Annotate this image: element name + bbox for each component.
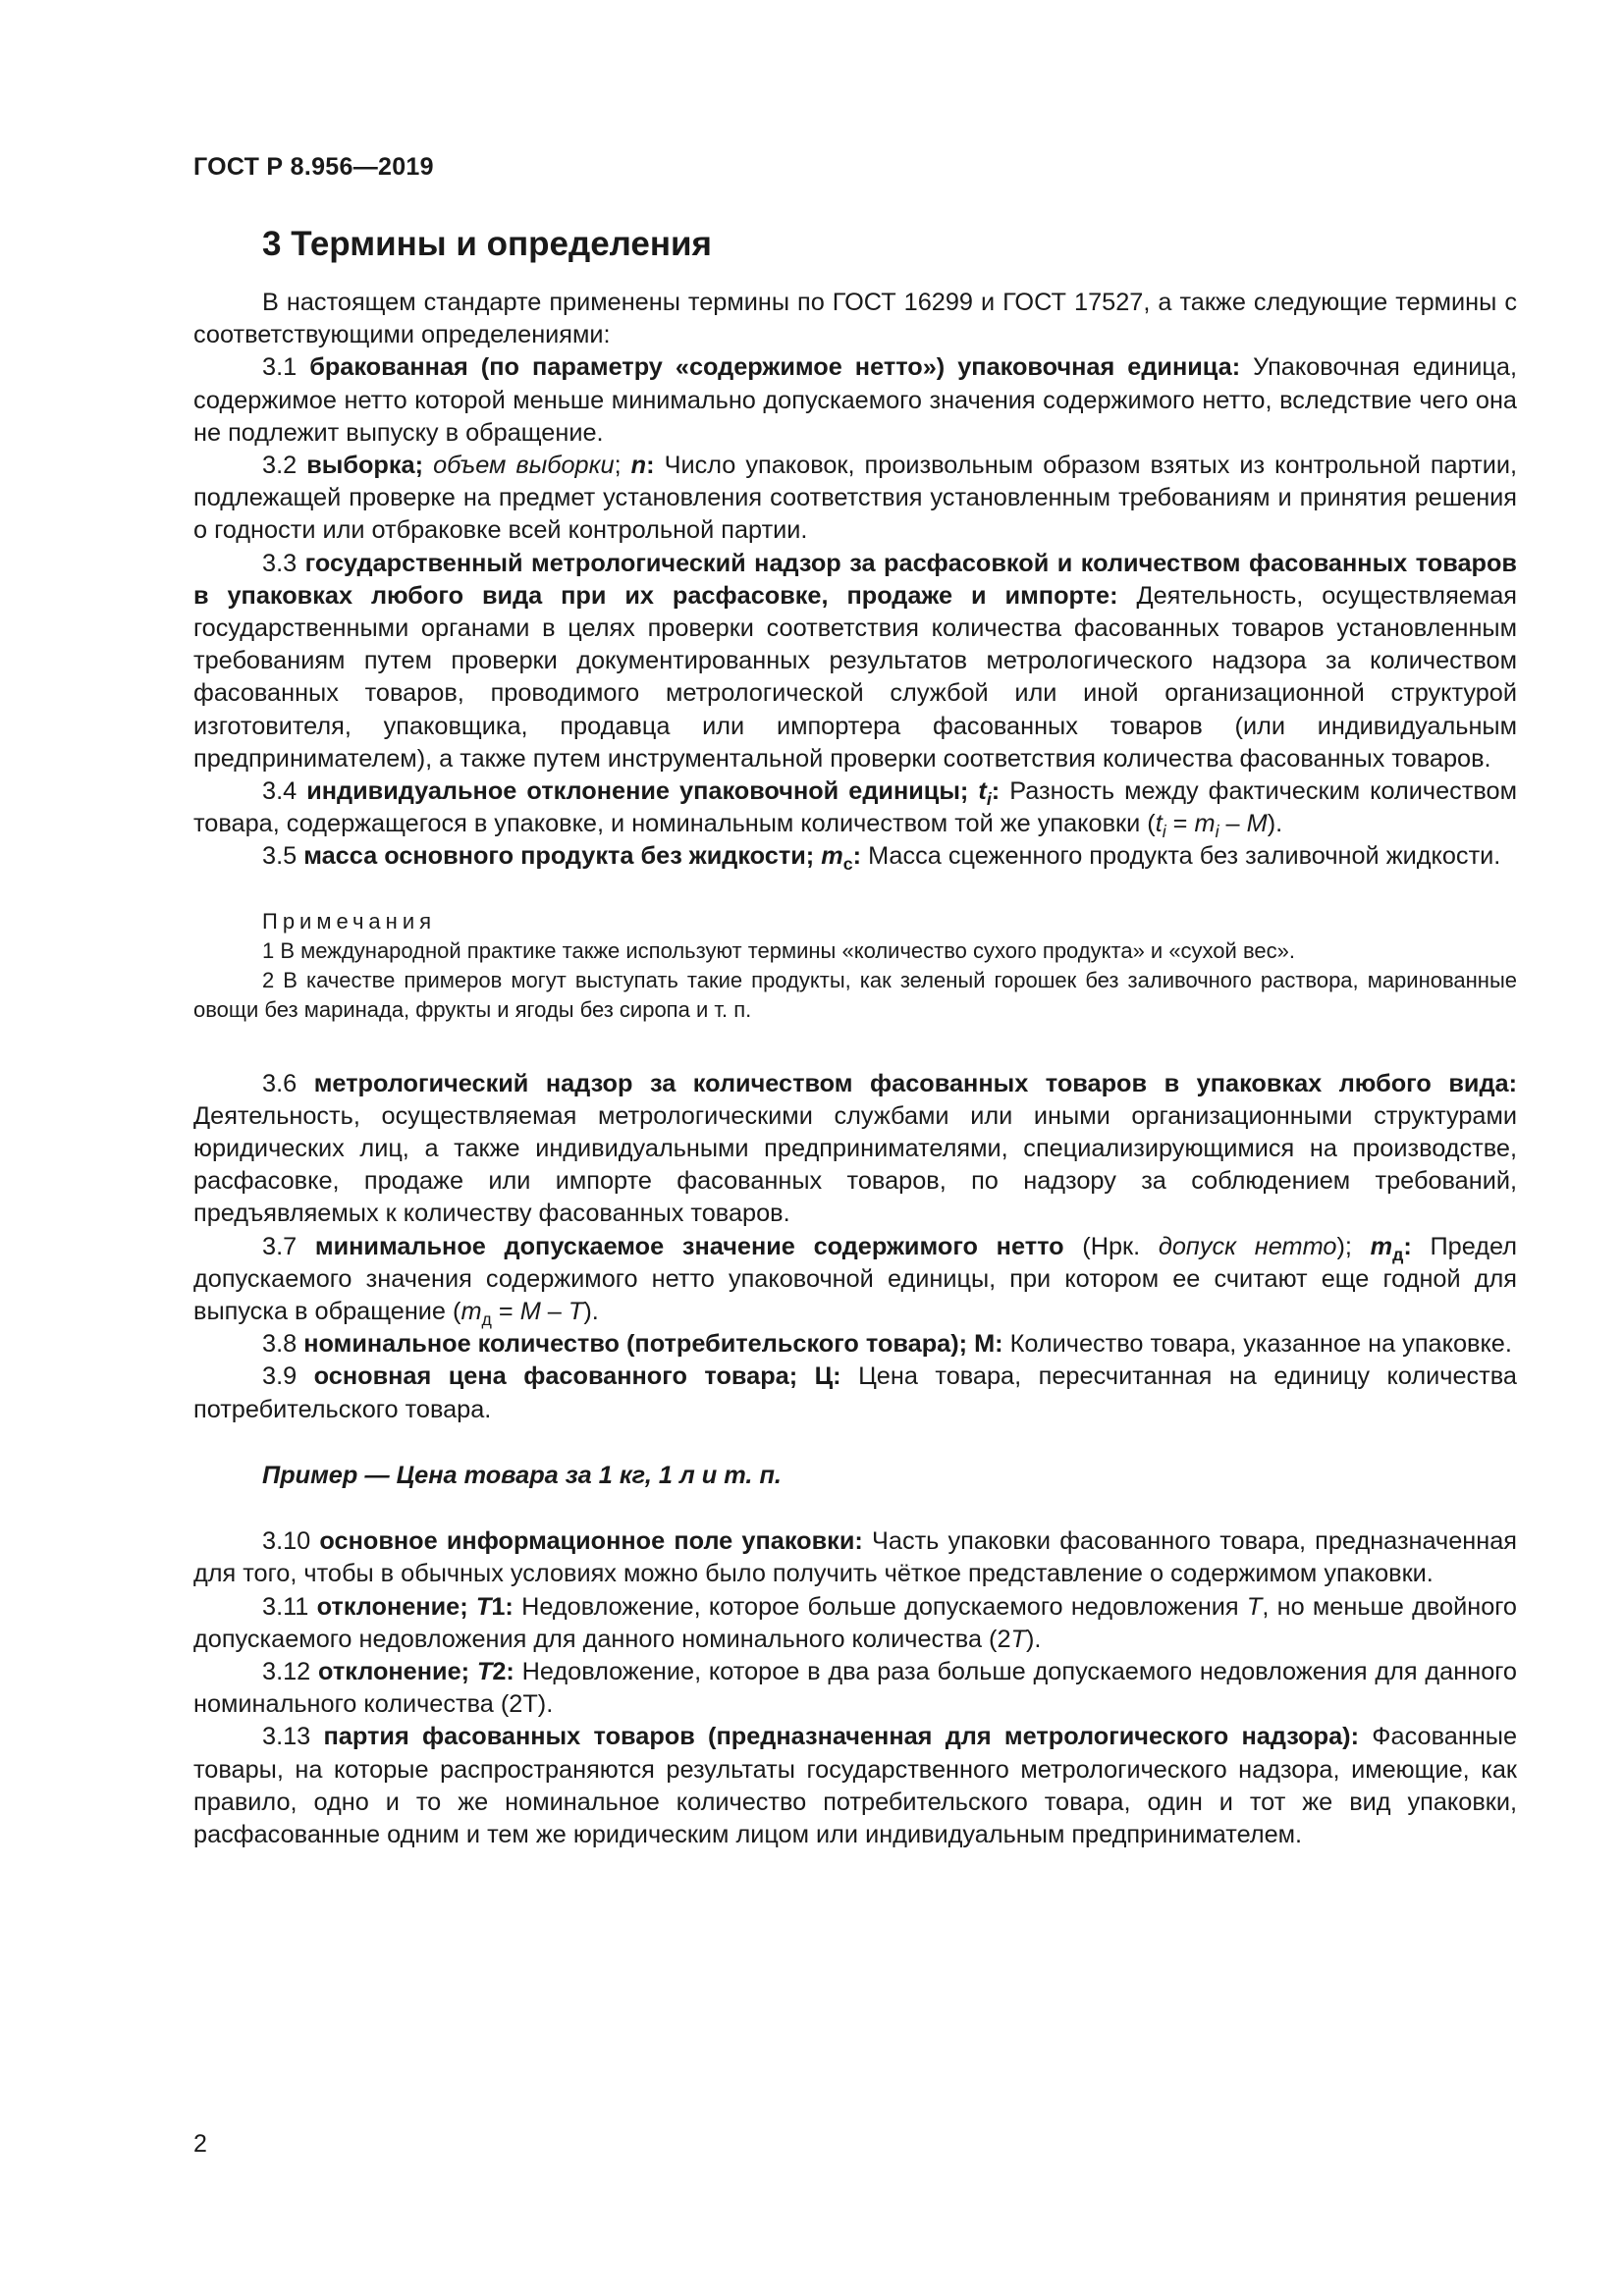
- term-3-2: [193, 450, 1517, 548]
- term-name: отклонение;: [318, 1657, 470, 1685]
- term-definition: Цена товара, пересчитанная на единицу количества потребительского товара.: [193, 1362, 1517, 1423]
- term-name: минимальное допускаемое значение содержимого нетто: [314, 1232, 1064, 1260]
- term-name: номинальное количество (потребительского товара); M:: [303, 1330, 1003, 1359]
- term-3-5: [193, 840, 1517, 873]
- term-number: 3.4: [262, 777, 307, 806]
- term-name: индивидуальное отклонение упаковочной единицы;: [306, 777, 969, 806]
- term-3-11: [193, 1591, 1517, 1656]
- term-name: основное информационное поле упаковки:: [319, 1527, 863, 1556]
- term-name: бракованная (по параметру «содержимое нетто») упаковочная единица:: [309, 353, 1241, 382]
- formula-sub: д: [481, 1309, 492, 1330]
- term-symbol-sub: i: [986, 789, 992, 810]
- term-definition-cont: , но меньше двойного допускаемого недовложения для данного номинального количества (2: [193, 1592, 1517, 1653]
- term-definition: Масса сцеженного продукта без заливочной жидкости.: [861, 842, 1501, 871]
- term-3-3: [193, 548, 1517, 775]
- term-symbol: m: [814, 842, 843, 871]
- formula-minus: –: [1218, 810, 1247, 838]
- term-definition: Предел допускаемого значения содержимого нетто упаковочной единицы, при котором ее считают еще годной для выпуска в обращение (: [193, 1232, 1517, 1326]
- term-number: 3.1: [262, 353, 310, 382]
- term-symbol: t: [968, 777, 987, 806]
- term-number: 3.7: [262, 1232, 315, 1260]
- term-number: 3.2: [262, 452, 307, 480]
- formula-m: m: [460, 1298, 482, 1326]
- note-2: 2 В качестве примеров могут выступать такие продукты, как зеленый горошек без заливочного раствора, маринованные овощи без маринада, фрукты и ягоды без сиропа и т. п.: [193, 967, 1517, 1022]
- formula-eq: =: [1165, 810, 1195, 838]
- term-symbol-sub: д: [1392, 1244, 1404, 1264]
- nrk-term: допуск нетто: [1158, 1232, 1337, 1260]
- nrk-open: (Нрк.: [1063, 1232, 1159, 1260]
- term-3-7: [193, 1231, 1517, 1329]
- term-definition: Упаковочная единица, содержимое нетто которой меньше минимально допускаемого значения содержимого нетто, вследствие чего она не подлежит выпуску в обращение.: [193, 353, 1517, 447]
- formula-eq: =: [491, 1298, 520, 1326]
- formula-end: ).: [583, 1298, 599, 1326]
- term-colon: :: [646, 452, 655, 480]
- term-definition: Недовложение, которое больше допускаемого недовложения: [513, 1592, 1247, 1621]
- symbol-T: T: [1246, 1592, 1263, 1621]
- term-colon: :: [852, 842, 862, 871]
- term-name: масса основного продукта без жидкости;: [303, 842, 815, 871]
- page-number: 2: [193, 2130, 207, 2158]
- term-name: отклонение;: [316, 1592, 468, 1621]
- term-definition: Недовложение, которое в два раза больше допускаемого недовложения для данного номинального количества (2Т).: [193, 1657, 1518, 1719]
- formula-m: m: [1194, 810, 1216, 838]
- term-symbol: n: [630, 452, 647, 480]
- term-name: партия фасованных товаров (предназначенная для метрологического надзора):: [323, 1723, 1359, 1751]
- formula-M: M: [519, 1298, 541, 1326]
- formula-sub: i: [1162, 822, 1166, 842]
- term-3-6: [193, 1068, 1517, 1231]
- term-number: 3.12: [262, 1657, 319, 1685]
- term-name: выборка;: [306, 452, 424, 480]
- term-definition: Деятельность, осуществляемая государственными органами в целях проверки соответствия количества фасованных товаров установленным требованиям путем проверки документированных результатов метрологического надзора за количеством фасованных товаров, проводимого метрологической службой или иной организационной структурой изготовителя, упаковщика, продавца или импортера фасованных товаров (или индивидуальным предпринимателем), а также путем инструментальной проверки соответствия количества фасованных товаров.: [193, 581, 1517, 773]
- term-3-4: [193, 775, 1517, 840]
- term-symbol: T: [469, 1657, 493, 1685]
- term-definition-end: ).: [1026, 1625, 1042, 1653]
- term-name: метрологический надзор за количеством фасованных товаров в упаковках любого вида:: [313, 1069, 1517, 1097]
- formula-M: M: [1246, 810, 1268, 838]
- formula-minus: –: [540, 1298, 568, 1326]
- term-definition: Разность между фактическим количеством товара, содержащегося в упаковке, и номинальным количеством той же упаковки (: [193, 777, 1517, 838]
- term-3-13: [193, 1721, 1517, 1851]
- term-3-12: [193, 1656, 1517, 1721]
- term-number: 3.3: [262, 549, 305, 577]
- term-3-10: [193, 1525, 1517, 1590]
- term-separator: ;: [614, 452, 631, 480]
- term-3-8: [193, 1328, 1517, 1361]
- notes-title: Примечания: [262, 908, 437, 934]
- document-body: [193, 224, 1517, 1851]
- term-definition: Число упаковок, произвольным образом взятых из контрольной партии, подлежащей проверке на предмет установления соответствия установленным требованиям и принятия решения о годности или отбраковке всей контрольной партии.: [193, 452, 1518, 545]
- formula-t: t: [1155, 810, 1163, 838]
- term-colon: :: [1403, 1232, 1412, 1260]
- term-name: государственный метрологический надзор за расфасовкой и количеством фасованных товаров в упаковках любого вида при их расфасовке, продаже и импорте:: [193, 549, 1517, 610]
- term-symbol-sub: c: [842, 854, 853, 875]
- term-number: 3.6: [262, 1069, 314, 1097]
- term-number: 3.8: [262, 1330, 304, 1359]
- term-number: 3.11: [262, 1592, 317, 1621]
- term-number: 3.5: [262, 842, 304, 871]
- note-1: 1 В международной практике также используют термины «количество сухого продукта» и «сухой вес».: [262, 937, 1295, 963]
- formula-T: T: [568, 1298, 584, 1326]
- document-header: ГОСТ Р 8.956—2019: [193, 153, 434, 181]
- formula-sub: i: [1215, 822, 1219, 842]
- term-number: 3.10: [262, 1527, 320, 1556]
- term-definition: Часть упаковки фасованного товара, предназначенная для того, чтобы в обычных условиях можно было получить чёткое представление о содержимом упаковки.: [193, 1527, 1518, 1588]
- term-3-1: [193, 351, 1517, 450]
- term-definition: Фасованные товары, на которые распространяются результаты государственного метрологического надзора, имеющие, как правило, одно и то же номинальное количество потребительского товара, один и тот же вид упаковки, расфасованные одним и тем же юридическим лицом или индивидуальным предпринимателем.: [193, 1723, 1518, 1848]
- term-symbol: m: [1351, 1232, 1393, 1260]
- term-symbol-rest: 2:: [492, 1657, 514, 1685]
- term-3-9: [193, 1361, 1517, 1425]
- term-definition: Количество товара, указанное на упаковке.: [1002, 1330, 1512, 1359]
- formula-end: ).: [1267, 810, 1283, 838]
- term-symbol-rest: 1:: [491, 1592, 514, 1621]
- term-name: основная цена фасованного товара; Ц:: [313, 1362, 841, 1391]
- term-number: 3.9: [262, 1362, 314, 1391]
- term-synonym: объем выборки: [423, 452, 615, 480]
- example-paragraph: Пример — Цена товара за 1 кг, 1 л и т. п.: [262, 1461, 782, 1489]
- term-definition: Деятельность, осуществляемая метрологическими службами или иными организационными структурами юридических лиц, а также индивидуальными предпринимателями, специализирующимися на производстве, расфасовке, продаже или импорте фасованных товаров, по надзору за соблюдением требований, предъявляемых к количеству фасованных товаров.: [193, 1101, 1517, 1228]
- nrk-close: );: [1336, 1232, 1352, 1260]
- term-colon: :: [991, 777, 1001, 806]
- section-title: 3 Термины и определения: [262, 225, 712, 263]
- term-number: 3.13: [262, 1723, 324, 1751]
- intro-paragraph: В настоящем стандарте применены термины по ГОСТ 16299 и ГОСТ 17527, а также следующие термины с соответствующими определениями:: [193, 289, 1517, 349]
- term-symbol: T: [467, 1592, 492, 1621]
- symbol-T: T: [1010, 1625, 1026, 1653]
